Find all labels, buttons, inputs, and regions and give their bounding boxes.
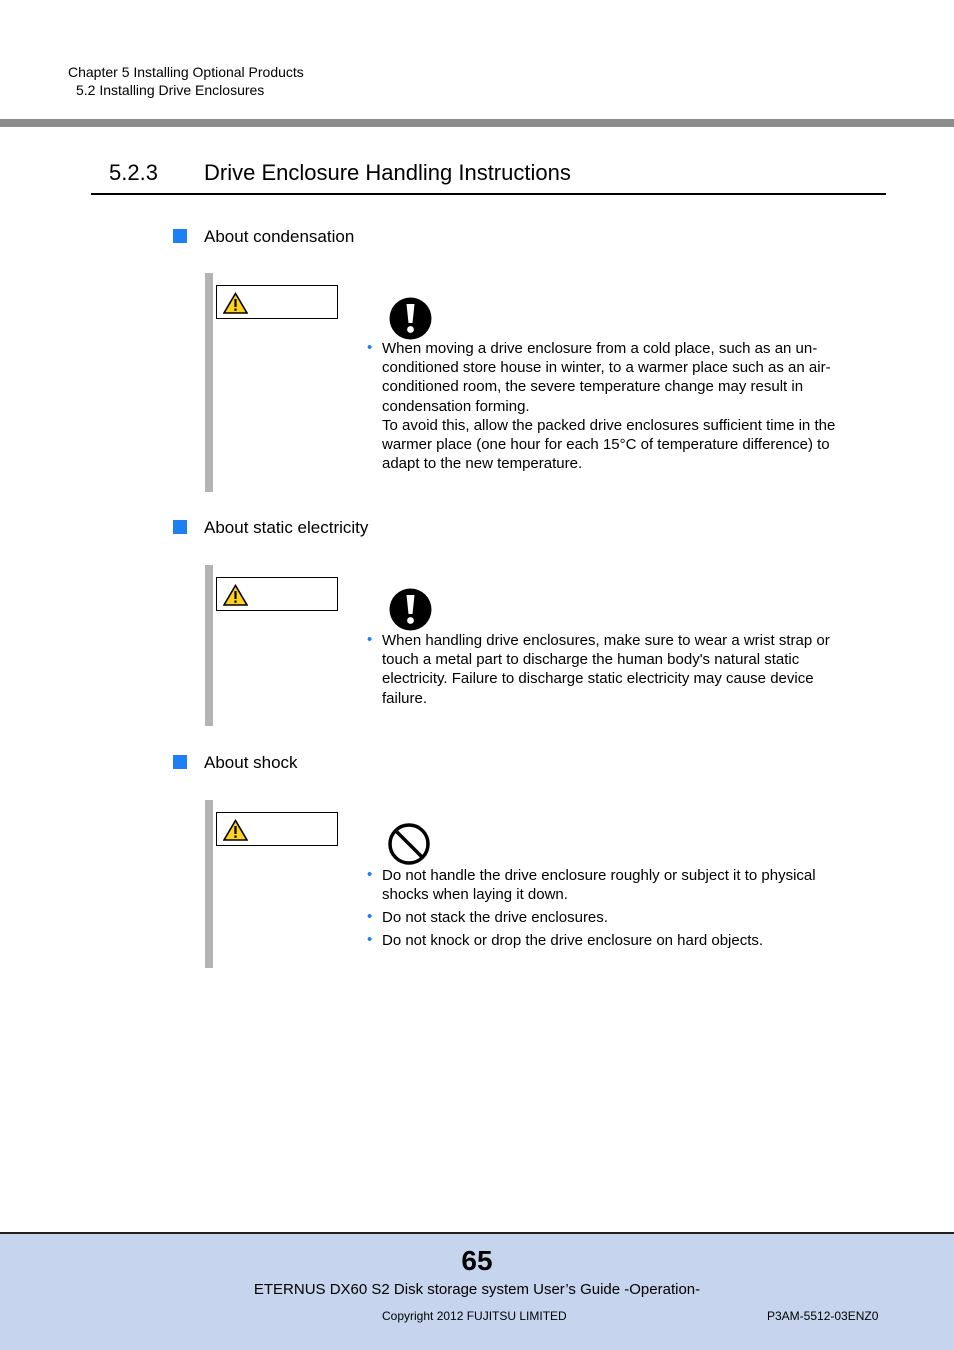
shock-bullet-3: Do not knock or drop the drive enclosure on hard objects. <box>382 932 764 949</box>
shock-bullet-1: Do not handle the drive enclosure roughly or subject it to physical shocks when laying it down. <box>382 867 816 904</box>
mandatory-icon <box>389 588 432 631</box>
section-number: 5.2.3 <box>109 160 158 185</box>
warning-triangle-icon <box>223 819 248 841</box>
bullet-icon: • <box>367 866 373 883</box>
condensation-text: When moving a drive enclosure from a cold place, such as an un- conditioned store house in winter, to a warmer place such as an air- conditioned room, the severe temperature change may result in condensation forming. To avoid this, allow the packed drive enclosures sufficient time in the warmer place (one hour for each 15°C of temperature difference) to adapt to the new temperature. <box>382 340 836 473</box>
caution-label-box <box>216 577 338 611</box>
square-bullet-icon <box>173 755 187 769</box>
caution-label-box <box>216 812 338 846</box>
bullet-icon: • <box>367 908 373 925</box>
bullet-icon: • <box>367 339 373 356</box>
chapter-header: Chapter 5 Installing Optional Products <box>68 64 304 80</box>
warning-triangle-icon <box>223 292 248 314</box>
mandatory-icon <box>389 297 432 340</box>
bullet-icon: • <box>367 931 373 948</box>
footer-divider <box>0 1232 954 1234</box>
warning-triangle-icon <box>223 584 248 606</box>
shock-bullet-2: Do not stack the drive enclosures. <box>382 909 608 926</box>
section-title: Drive Enclosure Handling Instructions <box>204 160 571 185</box>
document-code: P3AM-5512-03ENZ0 <box>767 1309 879 1323</box>
subsection-title-condensation: About condensation <box>204 227 355 246</box>
subsection-title-shock: About shock <box>204 753 298 772</box>
header-divider <box>0 119 954 127</box>
prohibited-icon <box>387 822 431 866</box>
notice-side-bar <box>205 273 213 492</box>
notice-side-bar <box>205 565 213 726</box>
square-bullet-icon <box>173 520 187 534</box>
guide-title: ETERNUS DX60 S2 Disk storage system User’s Guide -Operation- <box>253 1281 701 1298</box>
bullet-icon: • <box>367 631 373 648</box>
square-bullet-icon <box>173 229 187 243</box>
static-text: When handling drive enclosures, make sure to wear a wrist strap or touch a metal part to discharge the human body's natural static electricity. Failure to discharge static electricity may cause device failure. <box>382 632 830 707</box>
copyright: Copyright 2012 FUJITSU LIMITED <box>382 1309 567 1323</box>
notice-side-bar <box>205 800 213 968</box>
caution-label-box <box>216 285 338 319</box>
section-rule <box>91 193 886 195</box>
subsection-title-static: About static electricity <box>204 518 369 537</box>
page-number: 65 <box>461 1245 493 1276</box>
section-header: 5.2 Installing Drive Enclosures <box>76 82 265 98</box>
